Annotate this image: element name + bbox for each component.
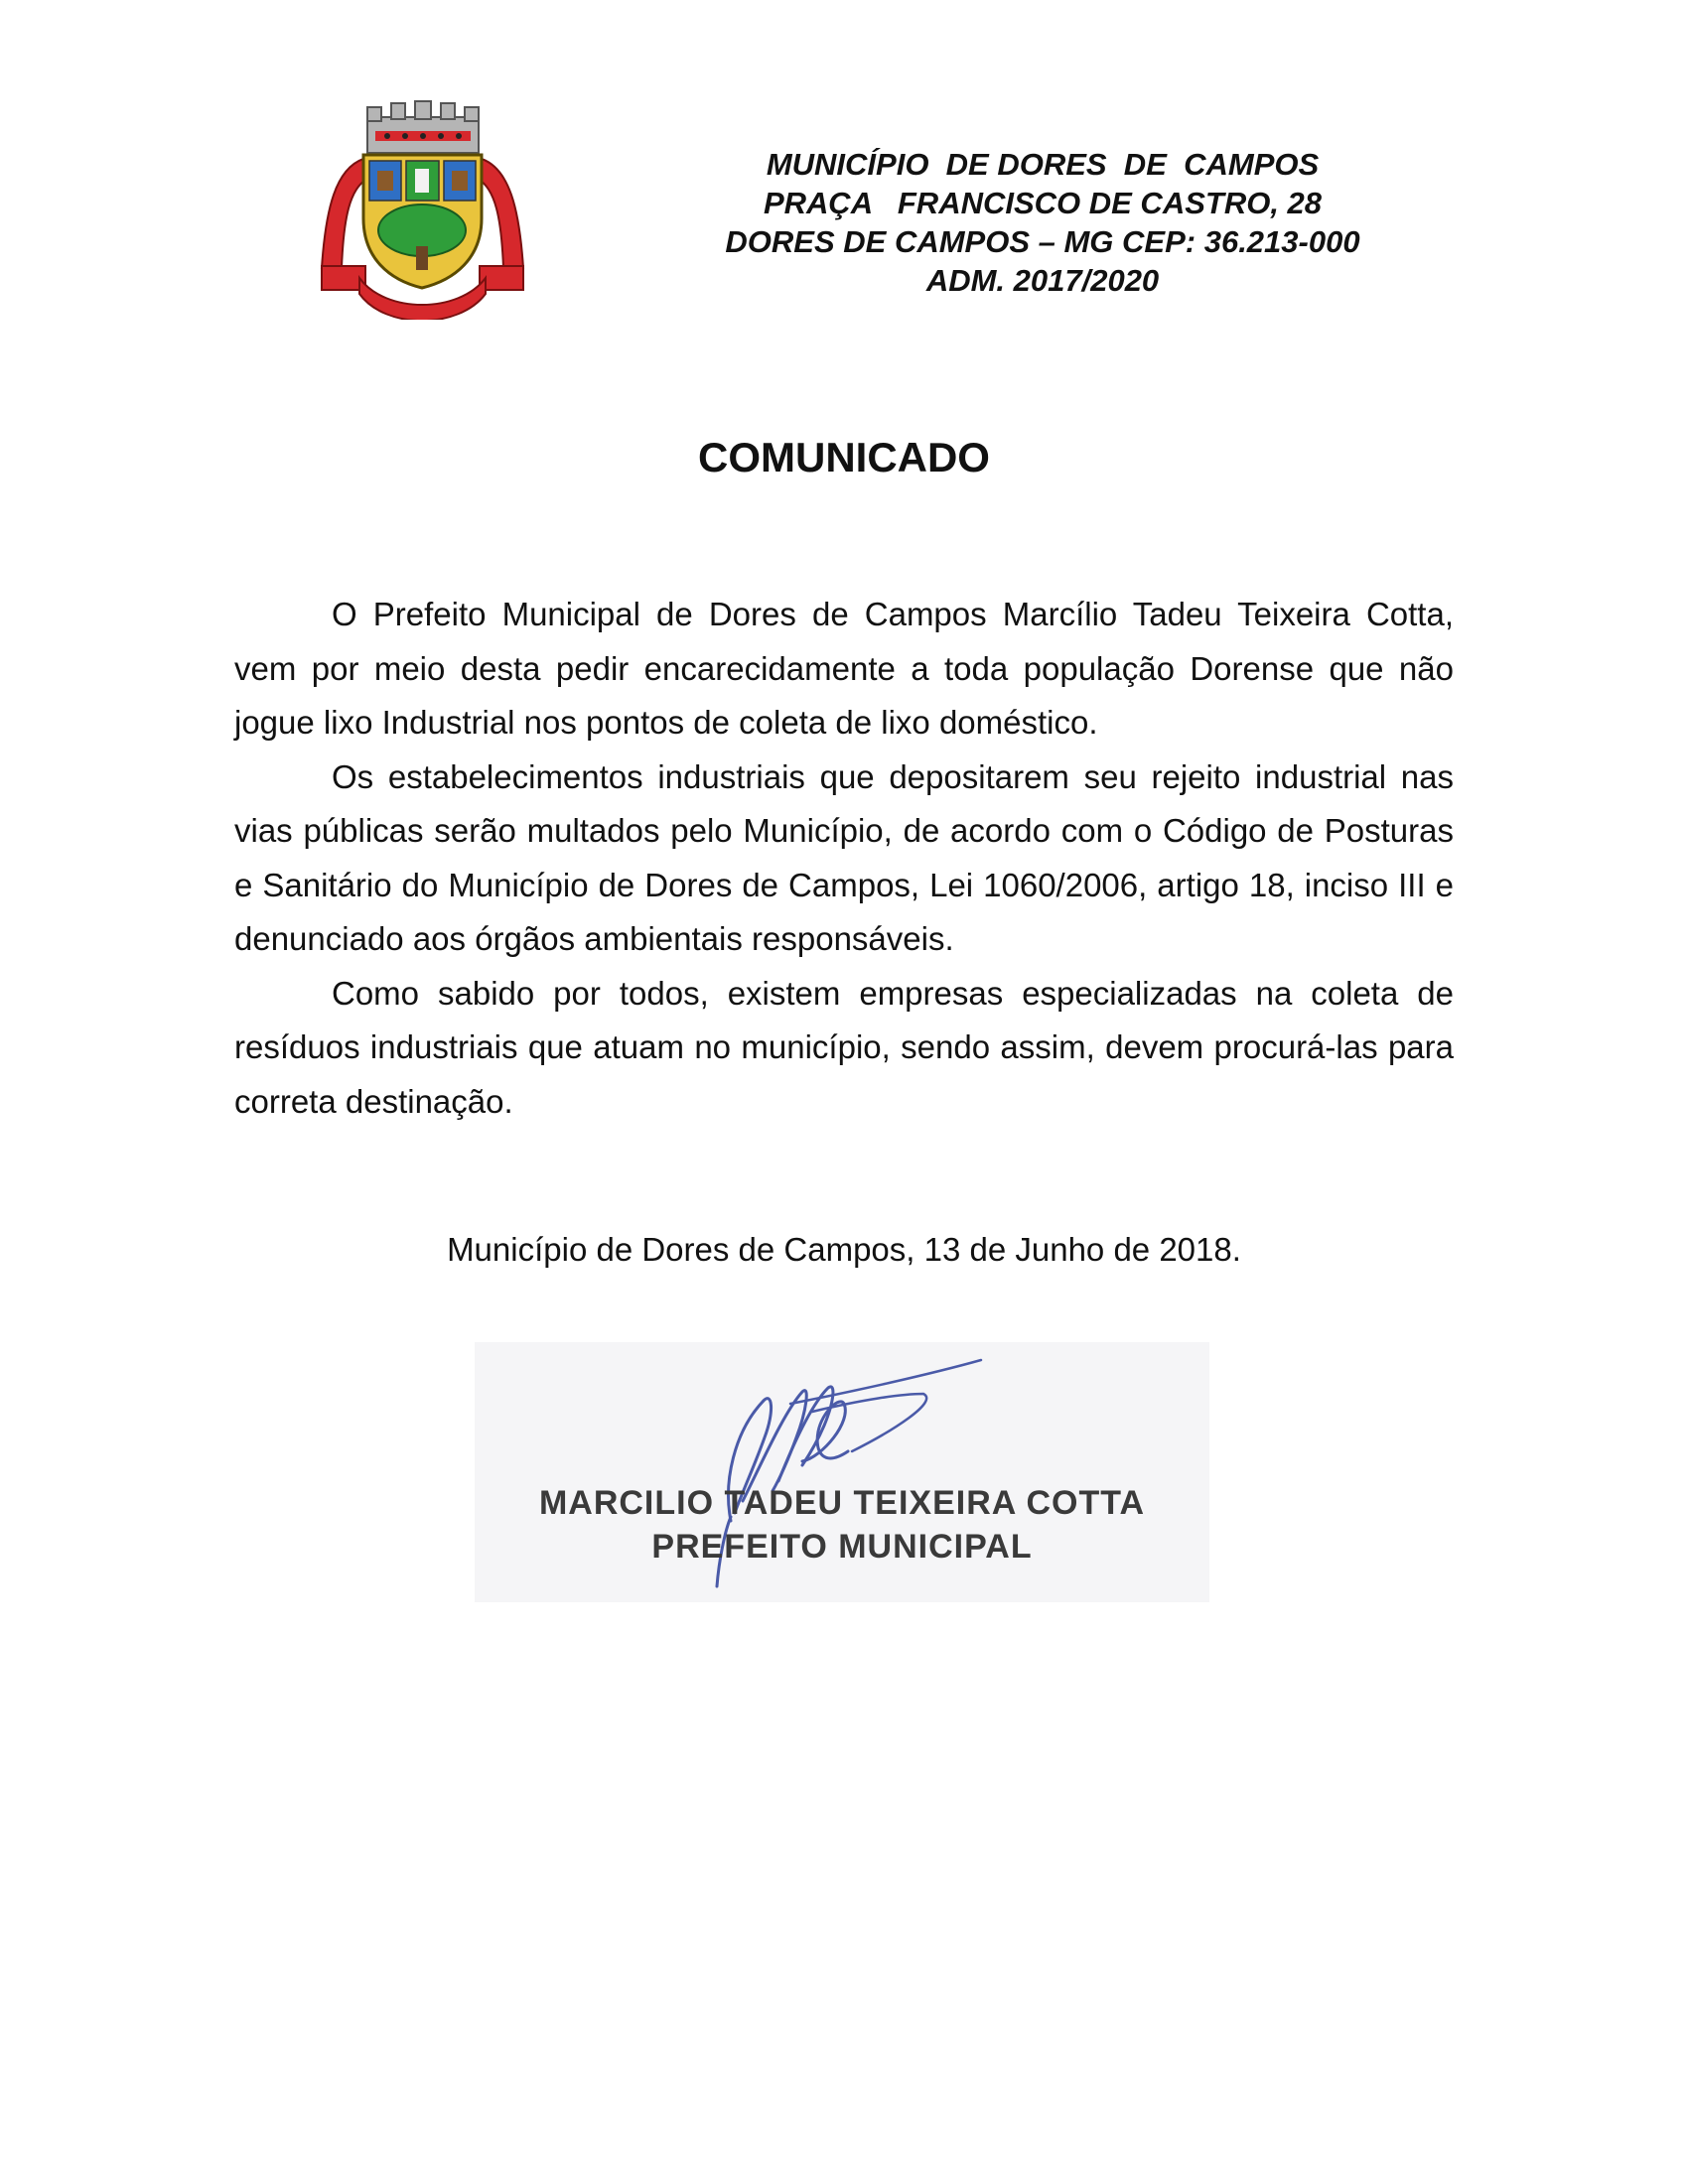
address-line: PRAÇA FRANCISCO DE CASTRO, 28: [763, 186, 1323, 220]
city-postal-line: DORES DE CAMPOS – MG CEP: 36.213-000: [725, 224, 1360, 259]
signatory-name: MARCILIO TADEU TEIXEIRA COTTA: [538, 1484, 1146, 1522]
coat-of-arms-icon: [316, 99, 529, 320]
paragraph: Os estabelecimentos industriais que depositarem seu rejeito industrial nas vias públicas serão multados pelo Município, de acordo com o Código de Posturas e Sanitário do Município de Dores de Campos, Lei 1060/2006, artigo 18, inciso III e denunciado aos órgãos ambientais responsáveis.: [234, 757, 1454, 957]
signatory-title: PREFEITO MUNICIPAL: [651, 1528, 1033, 1566]
municipal-coat-of-arms: [316, 99, 529, 320]
signature-block: [475, 1342, 1209, 1602]
place-and-date: Município de Dores de Campos, 13 de Junho de 2018.: [447, 1231, 1241, 1268]
letterhead: [695, 145, 1390, 300]
document-title: COMUNICADO: [698, 434, 990, 480]
administration-term: ADM. 2017/2020: [925, 263, 1160, 298]
paragraph: O Prefeito Municipal de Dores de Campos Marcílio Tadeu Teixeira Cotta, vem por meio desta pedir encarecidamente a toda população Dorense que não jogue lixo Industrial nos pontos de coleta de lixo doméstico.: [234, 596, 1454, 741]
municipality-name: MUNICÍPIO DE DORES DE CAMPOS: [766, 147, 1320, 182]
document-body: [234, 588, 1454, 1129]
paragraph: Como sabido por todos, existem empresas especializadas na coleta de resíduos industriais que atuam no município, sendo assim, devem procurá-las para correta destinação.: [234, 974, 1454, 1120]
